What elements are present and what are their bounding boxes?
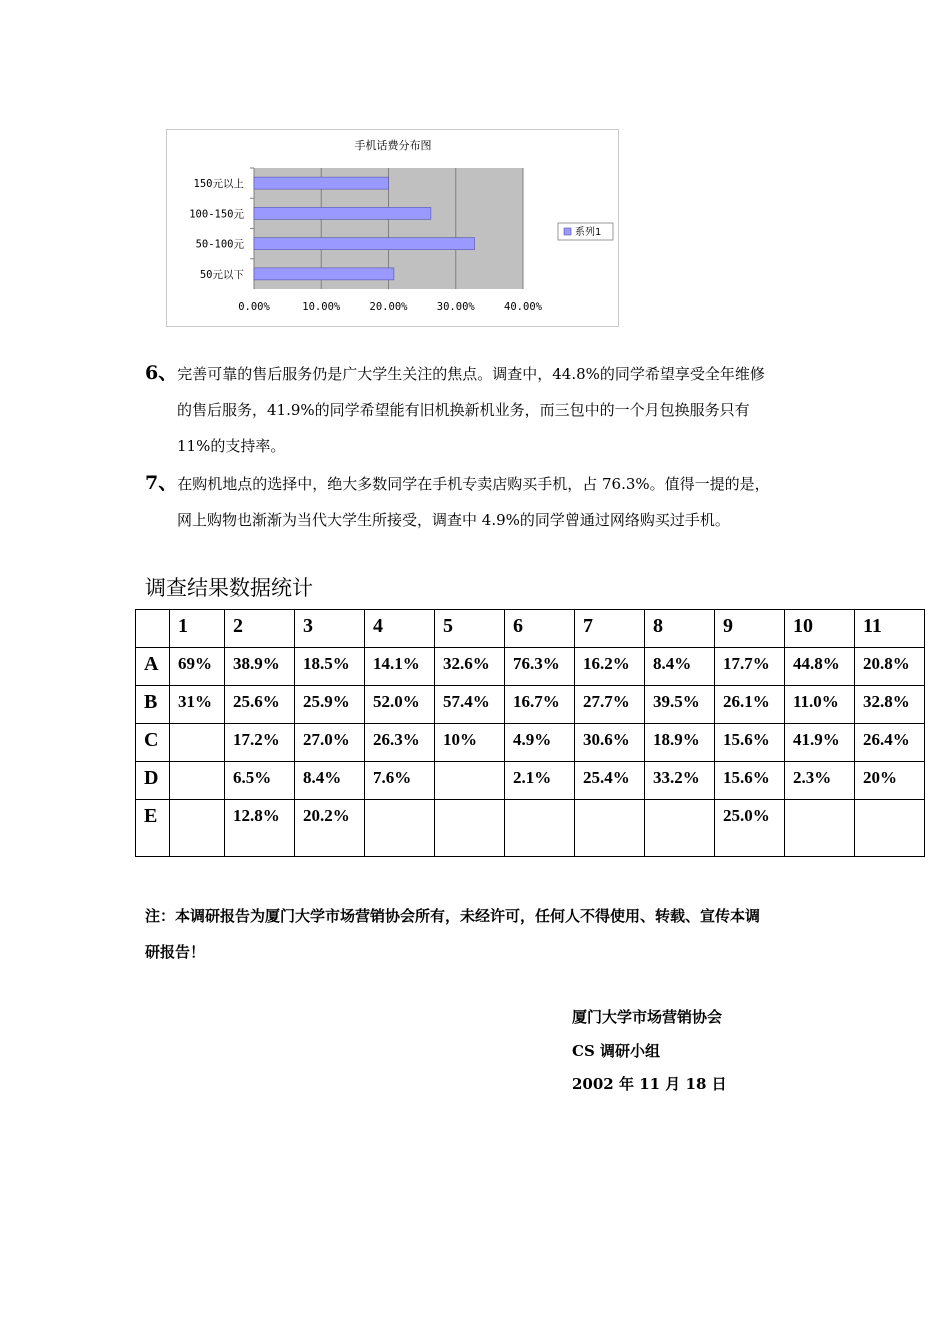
table-row-label: B bbox=[136, 686, 170, 724]
paragraph-6-line-1 bbox=[145, 355, 825, 392]
table-cell: 32.6% bbox=[435, 648, 505, 686]
chart-title: 手机话费分布图 bbox=[354, 139, 432, 152]
table-cell: 27.7% bbox=[575, 686, 645, 724]
table-cell: 25.0% bbox=[715, 800, 785, 857]
table-cell bbox=[575, 800, 645, 857]
table-row bbox=[136, 686, 925, 724]
table-row bbox=[136, 762, 925, 800]
table-cell bbox=[855, 800, 925, 857]
paragraph-7 bbox=[145, 465, 825, 538]
table-cell: 52.0% bbox=[365, 686, 435, 724]
paragraph-6-number: 6、 bbox=[145, 362, 178, 384]
table-cell: 26.1% bbox=[715, 686, 785, 724]
table-cell: 31% bbox=[170, 686, 225, 724]
x-tick-label: 10.00% bbox=[302, 301, 341, 313]
table-cell: 26.3% bbox=[365, 724, 435, 762]
table-cell: 57.4% bbox=[435, 686, 505, 724]
x-tick-label: 0.00% bbox=[238, 301, 270, 313]
table-header-cell: 9 bbox=[715, 610, 785, 648]
table-cell bbox=[365, 800, 435, 857]
bar bbox=[254, 238, 475, 250]
table-cell: 17.2% bbox=[225, 724, 295, 762]
table-header-cell bbox=[136, 610, 170, 648]
table-cell: 39.5% bbox=[645, 686, 715, 724]
table-cell: 27.0% bbox=[295, 724, 365, 762]
table-header-cell: 5 bbox=[435, 610, 505, 648]
table-header-cell: 8 bbox=[645, 610, 715, 648]
table-row bbox=[136, 800, 925, 857]
table-cell: 8.4% bbox=[645, 648, 715, 686]
table-row-label: A bbox=[136, 648, 170, 686]
table-cell: 10% bbox=[435, 724, 505, 762]
table-cell: 26.4% bbox=[855, 724, 925, 762]
bar bbox=[254, 207, 431, 219]
table-cell: 18.9% bbox=[645, 724, 715, 762]
phone-bill-chart bbox=[166, 129, 619, 327]
note-line-2: 研报告！ bbox=[145, 943, 206, 961]
table-cell: 38.9% bbox=[225, 648, 295, 686]
table-cell: 15.6% bbox=[715, 762, 785, 800]
category-label: 100-150元 bbox=[189, 208, 244, 221]
table-row-label: D bbox=[136, 762, 170, 800]
table-cell: 14.1% bbox=[365, 648, 435, 686]
paragraph-7-text-1: 在购机地点的选择中，绝大多数同学在手机专卖店购买手机，占 76.3%。值得一提的是， bbox=[177, 475, 770, 493]
table-cell: 8.4% bbox=[295, 762, 365, 800]
category-label: 150元以上 bbox=[193, 178, 244, 191]
table-header-row bbox=[136, 610, 925, 648]
table-cell: 25.4% bbox=[575, 762, 645, 800]
section-title: 调查结果数据统计 bbox=[145, 576, 313, 600]
legend-swatch bbox=[564, 228, 571, 235]
signature-date: 2002 年 11 月 18 日 bbox=[572, 1075, 727, 1093]
table-header-cell: 10 bbox=[785, 610, 855, 648]
bar bbox=[254, 268, 394, 280]
table-cell: 25.9% bbox=[295, 686, 365, 724]
table-header-cell: 2 bbox=[225, 610, 295, 648]
copyright-note bbox=[145, 898, 825, 970]
table-cell bbox=[170, 800, 225, 857]
paragraph-6-text-1: 完善可靠的售后服务仍是广大学生关注的焦点。调查中，44.8%的同学希望享受全年维修 bbox=[177, 365, 765, 383]
paragraph-6 bbox=[145, 355, 825, 464]
table-cell: 16.2% bbox=[575, 648, 645, 686]
legend-label: 系列1 bbox=[575, 227, 602, 238]
chart-svg bbox=[167, 130, 618, 326]
table-row-label: C bbox=[136, 724, 170, 762]
table-cell: 33.2% bbox=[645, 762, 715, 800]
table-cell bbox=[170, 724, 225, 762]
table-cell: 76.3% bbox=[505, 648, 575, 686]
table-header-cell: 7 bbox=[575, 610, 645, 648]
table-cell: 20.8% bbox=[855, 648, 925, 686]
table-cell: 7.6% bbox=[365, 762, 435, 800]
table-header-cell: 1 bbox=[170, 610, 225, 648]
table-cell bbox=[170, 762, 225, 800]
table-cell bbox=[435, 762, 505, 800]
table-header-cell: 11 bbox=[855, 610, 925, 648]
table-cell: 32.8% bbox=[855, 686, 925, 724]
signature-team: CS 调研小组 bbox=[572, 1042, 660, 1060]
bar bbox=[254, 177, 389, 189]
paragraph-6-text-3: 11%的支持率。 bbox=[177, 437, 286, 455]
table-header-cell: 6 bbox=[505, 610, 575, 648]
signature-org: 厦门大学市场营销协会 bbox=[572, 1008, 723, 1026]
table-cell: 25.6% bbox=[225, 686, 295, 724]
table-cell: 2.1% bbox=[505, 762, 575, 800]
table-cell: 6.5% bbox=[225, 762, 295, 800]
table-header-cell: 3 bbox=[295, 610, 365, 648]
table-header-cell: 4 bbox=[365, 610, 435, 648]
table-cell: 44.8% bbox=[785, 648, 855, 686]
table-cell: 20% bbox=[855, 762, 925, 800]
x-tick-label: 30.00% bbox=[436, 301, 475, 313]
survey-stats-table bbox=[135, 609, 925, 857]
table-cell: 41.9% bbox=[785, 724, 855, 762]
table-cell bbox=[785, 800, 855, 857]
table-cell: 20.2% bbox=[295, 800, 365, 857]
x-tick-label: 40.00% bbox=[504, 301, 542, 313]
table-cell: 18.5% bbox=[295, 648, 365, 686]
paragraph-7-number: 7、 bbox=[145, 472, 178, 494]
paragraph-7-line-1 bbox=[145, 465, 825, 502]
table-cell: 2.3% bbox=[785, 762, 855, 800]
paragraph-7-text-2: 网上购物也渐渐为当代大学生所接受，调查中 4.9%的同学曾通过网络购买过手机。 bbox=[177, 511, 730, 529]
table-cell: 15.6% bbox=[715, 724, 785, 762]
paragraph-6-text-2: 的售后服务，41.9%的同学希望能有旧机换新机业务，而三包中的一个月包换服务只有 bbox=[177, 401, 750, 419]
table-row bbox=[136, 648, 925, 686]
note-line-1: 注：本调研报告为厦门大学市场营销协会所有，未经许可，任何人不得使用、转载、宣传本调 bbox=[145, 907, 761, 925]
table-row-label: E bbox=[136, 800, 170, 857]
category-label: 50-100元 bbox=[195, 238, 244, 251]
table-cell bbox=[505, 800, 575, 857]
category-label: 50元以下 bbox=[199, 268, 244, 281]
x-tick-label: 20.00% bbox=[369, 301, 408, 313]
table-cell: 12.8% bbox=[225, 800, 295, 857]
table-cell: 30.6% bbox=[575, 724, 645, 762]
table-cell: 16.7% bbox=[505, 686, 575, 724]
table-row bbox=[136, 724, 925, 762]
table-cell: 69% bbox=[170, 648, 225, 686]
table-cell: 17.7% bbox=[715, 648, 785, 686]
table-cell bbox=[435, 800, 505, 857]
table-cell: 11.0% bbox=[785, 686, 855, 724]
table-cell: 4.9% bbox=[505, 724, 575, 762]
table-cell bbox=[645, 800, 715, 857]
